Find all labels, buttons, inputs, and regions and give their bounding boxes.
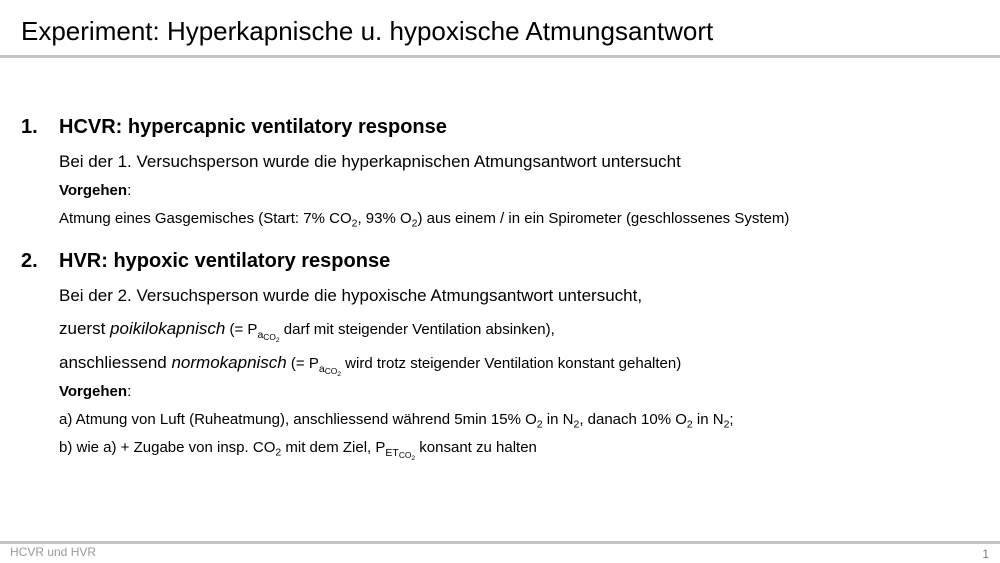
section2-text: Bei der 2. Versuchsperson wurde die hypoxische Atmungsantwort untersucht, xyxy=(59,286,643,305)
section1-number: 1. xyxy=(21,116,38,138)
text-run: Atmung eines Gasgemisches (Start: 7% CO xyxy=(59,210,352,227)
procedure-label-text: Vorgehen xyxy=(59,383,128,400)
subscript-aco2 xyxy=(257,328,280,345)
section2-step-a xyxy=(59,410,734,430)
text-run: anschliessend xyxy=(59,353,172,372)
text-run: b) wie a) + Zugabe von insp. CO xyxy=(59,439,276,456)
text-run: ) aus einem / in ein Spirometer (geschlossenes System) xyxy=(417,210,790,227)
text-run: (= P xyxy=(225,321,258,338)
subscript-part: CO xyxy=(263,332,276,343)
text-run: a) Atmung von Luft (Ruheatmung), anschliessend während 5min 15% O xyxy=(59,411,537,428)
subscript-part: CO xyxy=(398,450,412,461)
section1-heading-text: HCVR: hypercapnic ventilatory response xyxy=(59,116,447,138)
page-number: 1 xyxy=(982,547,989,561)
subscript-part: CO xyxy=(324,366,338,377)
section2-normocapnic-line xyxy=(59,352,682,379)
subscript: 2 xyxy=(275,446,282,459)
procedure-label-colon: : xyxy=(127,182,132,199)
subscript: 2 xyxy=(536,418,543,431)
text-run: ; xyxy=(729,411,734,428)
footer-divider xyxy=(0,541,1000,544)
text-run: , danach 10% O xyxy=(579,411,687,428)
section2-heading xyxy=(21,248,390,274)
text-run: konsant zu halten xyxy=(415,439,537,456)
subscript: 2 xyxy=(723,418,730,431)
section1-text: Bei der 1. Versuchsperson wurde die hyperkapnischen Atmungsantwort untersucht xyxy=(59,152,681,171)
subscript: 2 xyxy=(411,217,418,230)
section2-number: 2. xyxy=(21,250,38,272)
subscript-part: 2 xyxy=(337,371,342,379)
subscript-part: 2 xyxy=(275,337,280,345)
footer-text: HCVR und HVR xyxy=(10,545,97,559)
text-run: zuerst xyxy=(59,319,111,338)
procedure-label-colon: : xyxy=(127,383,132,400)
section2-procedure-label xyxy=(59,382,131,402)
section1-procedure-label xyxy=(59,181,131,201)
text-run: (= P xyxy=(286,355,319,372)
subscript-co2 xyxy=(263,332,280,345)
subscript-part: ET xyxy=(385,446,399,459)
text-run: in N xyxy=(692,411,724,428)
subscript-etco2 xyxy=(385,446,416,463)
subscript-co2 xyxy=(324,366,342,379)
section2-poikilocapnic-line xyxy=(59,318,555,345)
text-run: , 93% O xyxy=(357,210,412,227)
subscript-part: 2 xyxy=(411,455,416,463)
section1-procedure xyxy=(59,209,789,229)
subscript-aco2 xyxy=(318,362,342,379)
subscript-part: a xyxy=(318,362,325,375)
subscript-part: a xyxy=(257,328,264,341)
term-poikilokapnisch: poikilokapnisch xyxy=(110,319,226,338)
text-run: mit dem Ziel, P xyxy=(281,439,386,456)
procedure-label-text: Vorgehen xyxy=(59,182,128,199)
slide-title: Experiment: Hyperkapnische u. hypoxische Atmungsantwort xyxy=(21,16,714,46)
text-run: darf mit steigender Ventilation absinken), xyxy=(279,321,555,338)
text-run: in N xyxy=(542,411,574,428)
term-normokapnisch: normokapnisch xyxy=(171,353,287,372)
subscript-co2 xyxy=(398,450,416,463)
subscript: 2 xyxy=(573,418,580,431)
section1-heading xyxy=(21,114,447,140)
text-run: wird trotz steigender Ventilation konstant gehalten) xyxy=(341,355,682,372)
subscript: 2 xyxy=(351,217,358,230)
title-divider xyxy=(0,55,1000,58)
subscript: 2 xyxy=(686,418,693,431)
section2-step-b xyxy=(59,438,537,463)
section2-heading-text: HVR: hypoxic ventilatory response xyxy=(59,250,391,272)
